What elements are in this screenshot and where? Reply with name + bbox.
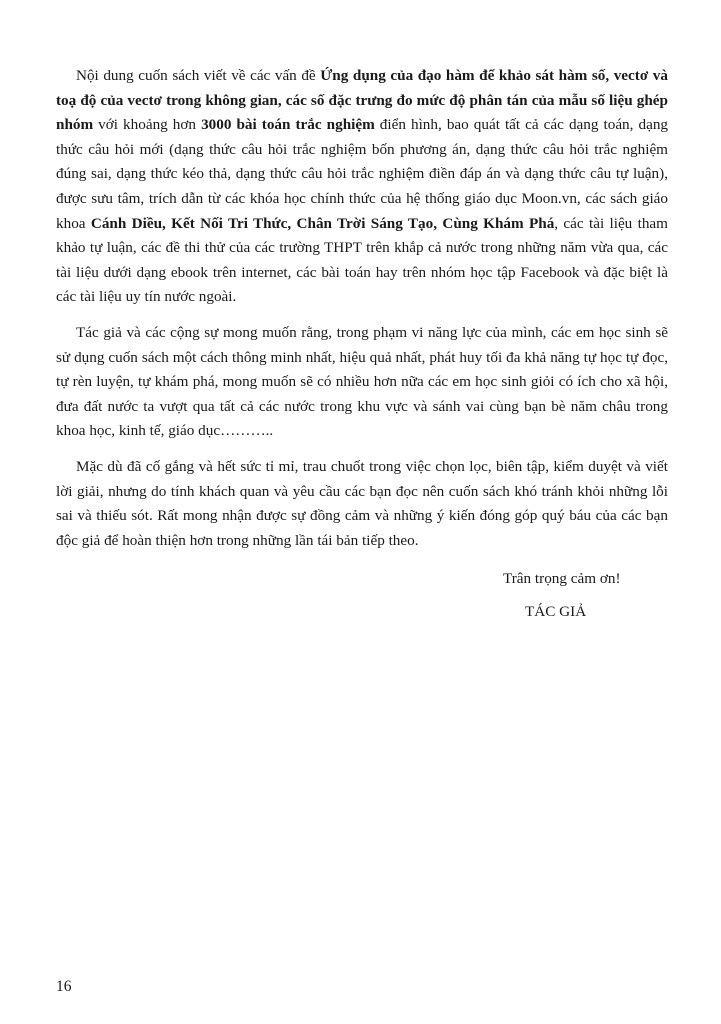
paragraph-hopes (56, 321, 668, 444)
paragraph-text: Nội dung cuốn sách viết về các vấn đề (76, 67, 321, 84)
paragraph-text: , các tài liệu tham khảo tự luận, các đề thi thử của các trường THPT trên khắp cả nước trong những năm vừa qua, các tài liệu dưới dạng ebook trên internet, các bài toán hay trên nhóm học tập Facebook và đặc biệt là các tài liệu uy tín nước ngoài. (56, 214, 668, 306)
paragraph-text: với khoảng hơn (93, 116, 202, 134)
closing-thanks: Trân trọng cảm ơn! (503, 570, 621, 587)
paragraph-feedback (56, 455, 668, 553)
bold-textbook-series: Cánh Diều, Kết Nối Tri Thức, Chân Trời Sáng Tạo, Cùng Khám Phá (90, 214, 555, 232)
document-body (56, 64, 668, 564)
bold-problem-count: 3000 bài toán trắc nghiệm (201, 116, 375, 134)
paragraph-text: Mặc dù đã cố gắng và hết sức tỉ mỉ, trau chuốt trong việc chọn lọc, biên tập, kiểm duyệt và viết lời giải, nhưng do tính khách quan và yêu cầu các bạn đọc nên cuốn sách khó tránh khỏi những lỗi sai và thiếu sót. Rất mong nhận được sự đồng cảm và những ý kiến đóng góp quý báu của các bạn độc giả để hoàn thiện hơn trong những lần tái bản tiếp theo. (56, 457, 668, 549)
paragraph-text: Tác giả và các cộng sự mong muốn rằng, trong phạm vi năng lực của mình, các em học sinh sẽ sử dụng cuốn sách một cách thông minh nhất, hiệu quả nhất, phát huy tối đa khả năng tự học tự đọc, tự rèn luyện, tự khám phá, mong muốn sẽ có nhiều hơn nữa các em học sinh giỏi có ích cho xã hội, đưa đất nước ta vượt qua tất cả các nước trong khu vực và sánh vai cùng bạn bè năm châu trong khoa học, kinh tế, giáo dục……….. (56, 323, 668, 440)
page-number: 16 (56, 978, 72, 995)
bold-topics: Ứng dụng của đạo hàm để khảo sát hàm số, vectơ và toạ độ của vectơ trong không gian, các số đặc trưng đo mức độ phân tán của mẫu số liệu ghép nhóm (56, 67, 668, 134)
paragraph-intro (56, 64, 668, 310)
closing-author: TÁC GIẢ (525, 603, 587, 620)
paragraph-text: điển hình, bao quát tất cả các dạng toán, dạng thức câu hỏi mới (dạng thức câu hỏi trắc nghiệm bốn phương án, dạng thức câu hỏi trắc nghiệm đúng sai, dạng thức kéo thả, dạng thức câu hỏi trắc nghiệm điền đáp án và dạng thức câu tự luận), được sưu tâm, trích dẫn từ các khóa học chính thức của hệ thống giáo dục Moon.vn, các sách giáo khoa (56, 116, 669, 232)
